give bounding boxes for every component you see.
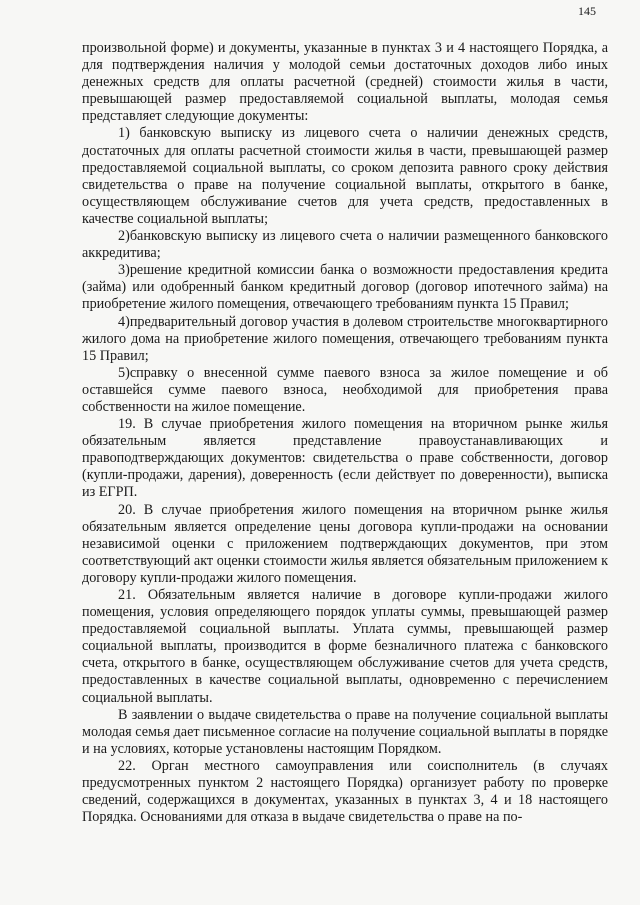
- paragraph: произвольной форме) и документы, указанные в пунктах 3 и 4 настоящего Порядка, а для подтверждения наличия у молодой семьи достаточных доходов либо иных денежных средств для оплаты расчетной (средней) стоимости жилья в части, превышающей размер предоставляемой социальной выплаты, молодая семья представляет следующие документы:: [82, 40, 608, 125]
- list-item: 1) банковскую выписку из лицевого счета о наличии денежных средств, достаточных для оплаты расчетной стоимости жилья в части, превышающей размер предоставляемой социальной выплаты, со сроком депозита равного сроку действия свидетельства о праве на получение социальной выплаты, открытого в банке, осуществляющем обслуживание счетов для учета средств, предоставленных в качестве социальной выплаты;: [82, 125, 608, 227]
- paragraph-19: 19. В случае приобретения жилого помещения на вторичном рынке жилья обязательным является представление правоустанавливающих и правоподтверждающих документов: свидетельства о праве собственности, договор (купли-продажи, дарения), доверенность (если действует по доверенности), выписка из ЕГРП.: [82, 416, 608, 501]
- paragraph: В заявлении о выдаче свидетельства о праве на получение социальной выплаты молодая семья дает письменное согласие на получение социальной выплаты в порядке и на условиях, которые установлены настоящим Порядком.: [82, 706, 608, 757]
- list-item: 4)предварительный договор участия в долевом строительстве многоквартирного жилого дома на приобретение жилого помещения, отвечающего требованиям пункта 15 Правил;: [82, 313, 608, 364]
- paragraph-22: 22. Орган местного самоуправления или соисполнитель (в случаях предусмотренных пунктом 2 настоящего Порядка) организует работу по проверке сведений, содержащихся в документах, указанных в пунктах 3, 4 и 18 настоящего Порядка. Основаниями для отказа в выдаче свидетельства о праве на по-: [82, 757, 608, 826]
- list-item: 2)банковскую выписку из лицевого счета о наличии размещенного банковского аккредитива;: [82, 228, 608, 262]
- paragraph-21: 21. Обязательным является наличие в договоре купли-продажи жилого помещения, условия определяющего порядок уплаты суммы, превышающей размер предоставляемой социальной выплаты. Уплата суммы, превышающей размер социальной выплаты, производится в форме безналичного платежа с банковского счета, открытого в банке, осуществляющем обслуживание счетов для учета средств, предоставленных в качестве социальной выплаты, одновременно с перечислением социальной выплаты.: [82, 587, 608, 706]
- page-number: 145: [578, 4, 596, 18]
- list-item: 3)решение кредитной комиссии банка о возможности предоставления кредита (займа) или одобренный банком кредитный договор (договор ипотечного займа) на приобретение жилого помещения, отвечающего требованиям пункта 15 Правил;: [82, 262, 608, 313]
- paragraph-20: 20. В случае приобретения жилого помещения на вторичном рынке жилья обязательным является определение цены договора купли-продажи на основании независимой оценки с приложением подтверждающих документов, при этом соответствующий акт оценки стоимости жилья является обязательным приложением к договору купли-продажи жилого помещения.: [82, 501, 608, 586]
- list-item: 5)справку о внесенной сумме паевого взноса за жилое помещение и об оставшейся сумме паевого взноса, необходимой для приобретения права собственности на жилое помещение.: [82, 364, 608, 415]
- document-body: [82, 40, 608, 826]
